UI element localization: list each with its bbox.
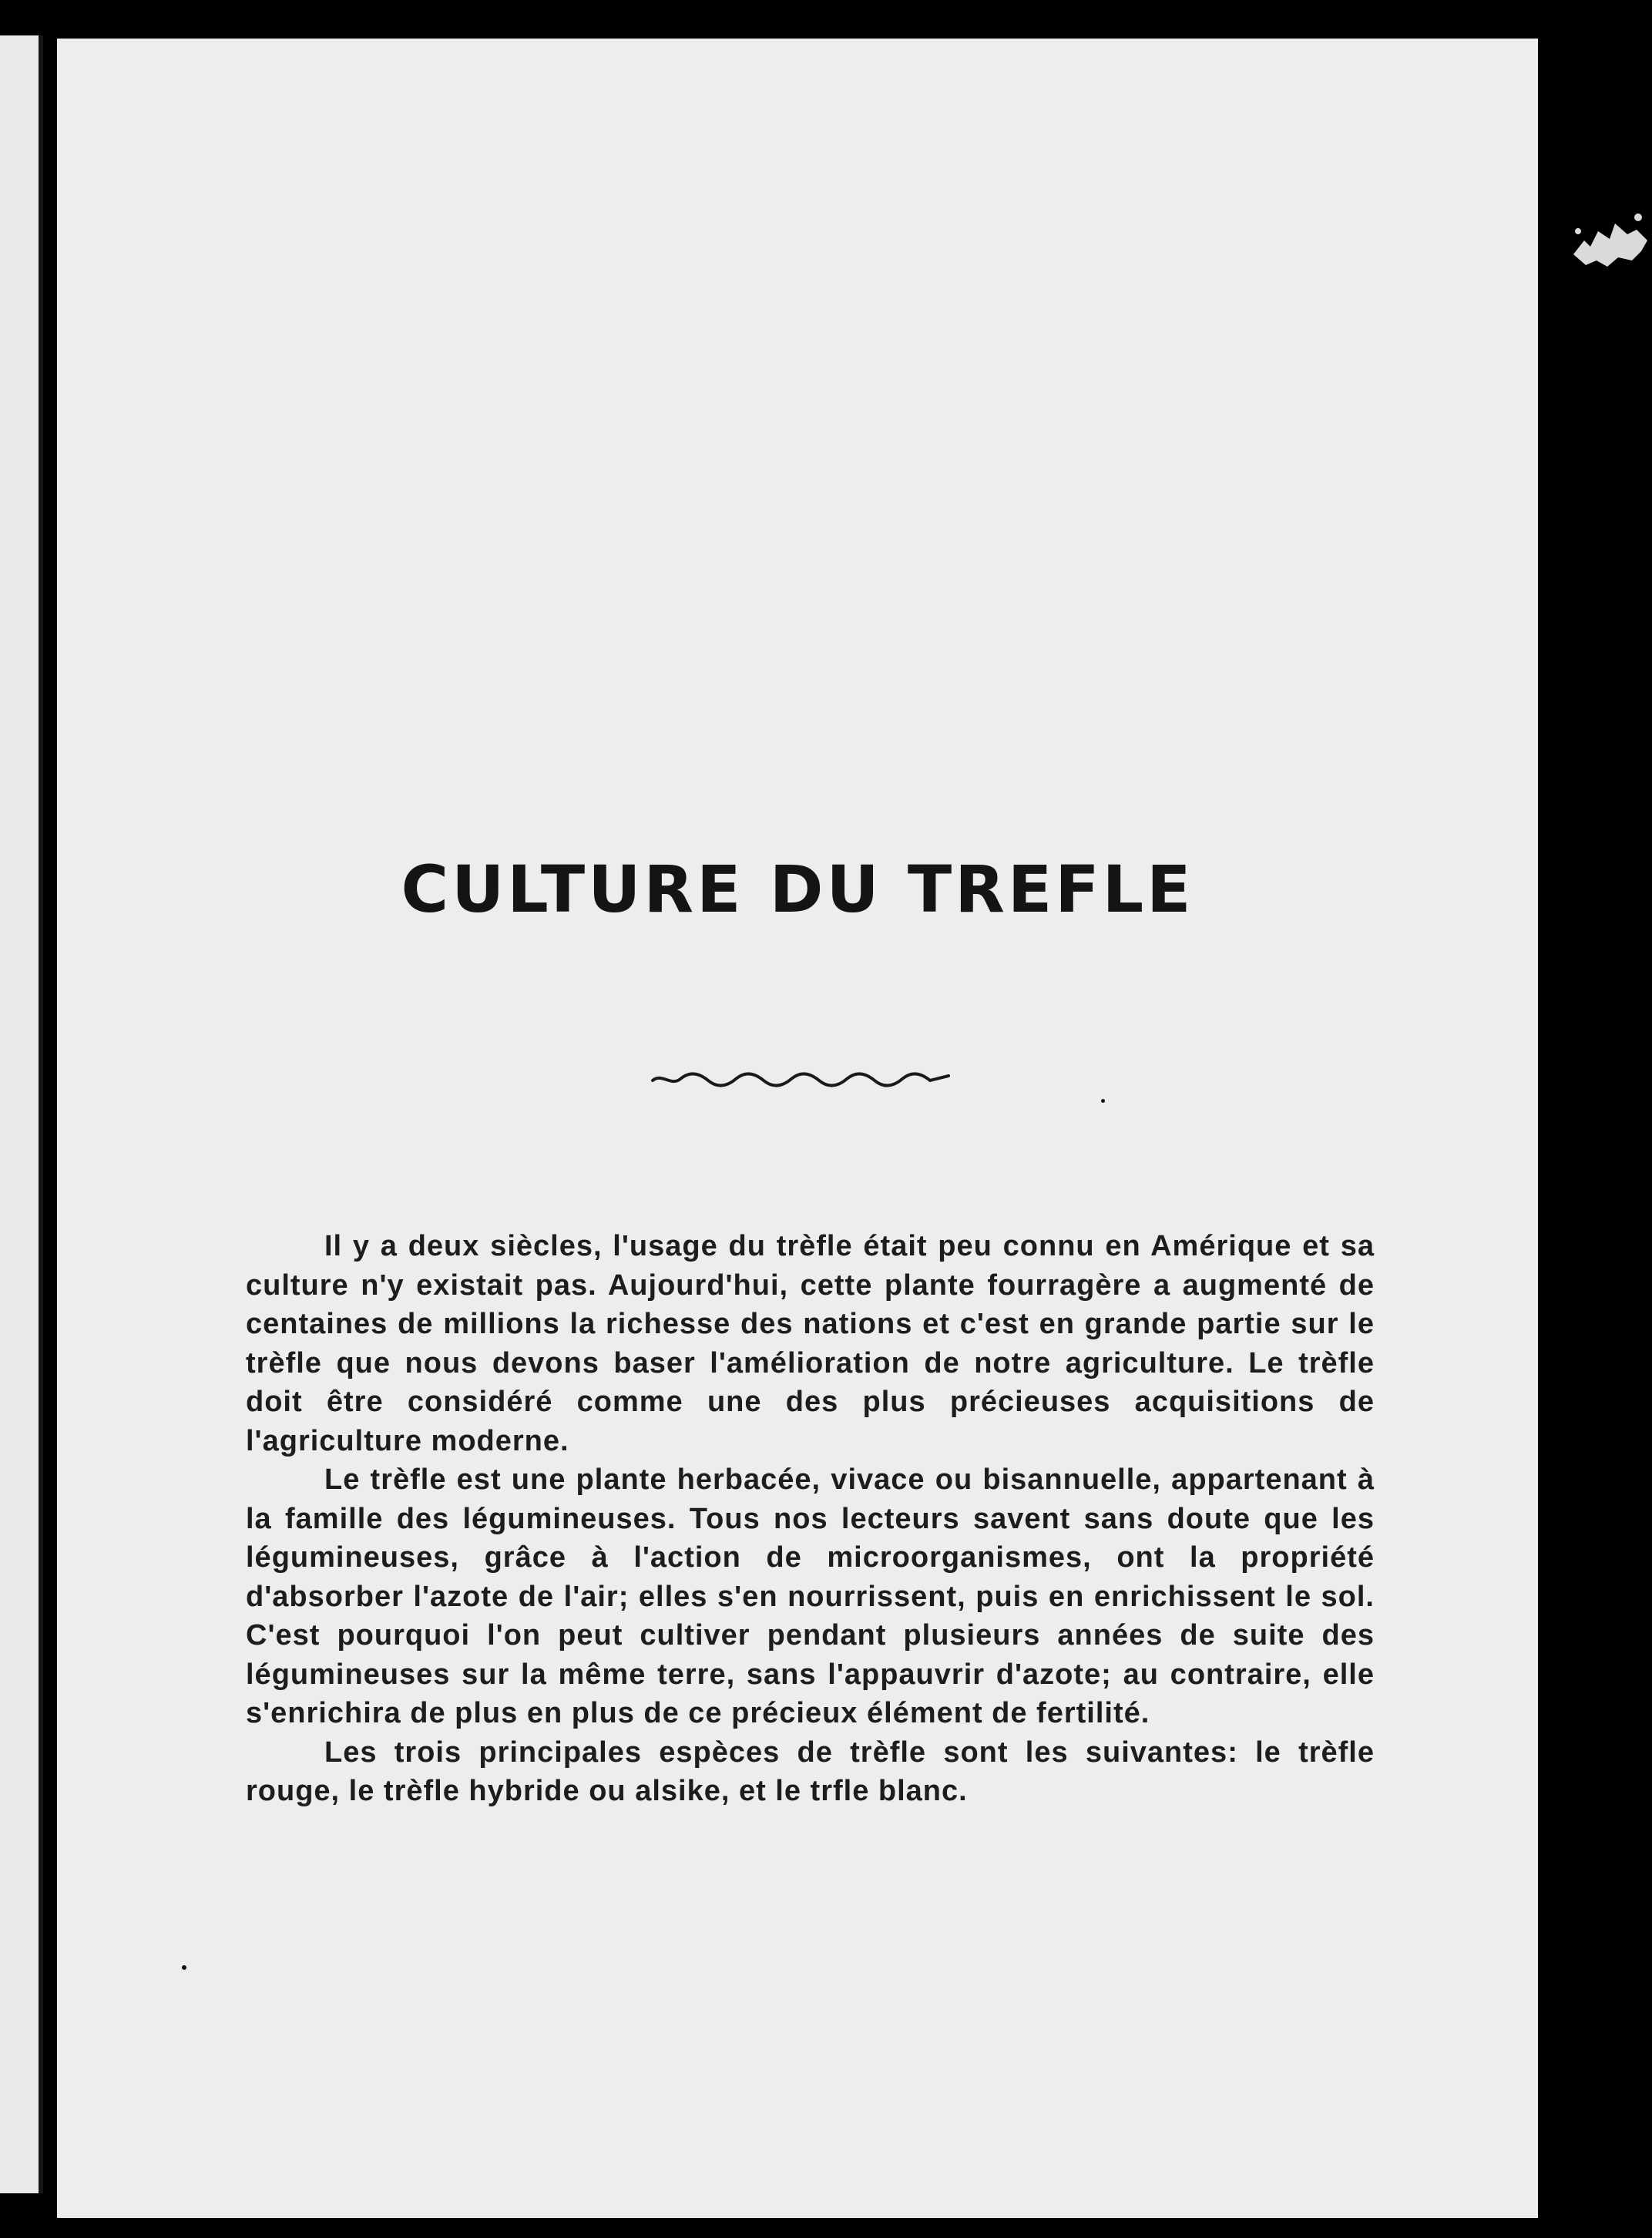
previous-page-edge [0,35,43,2193]
edge-stain [1567,200,1652,285]
body-text [246,1227,1375,1811]
document-page [57,39,1538,2218]
page-title: CULTURE DU TREFLE [401,852,1194,927]
paper-speck [1101,1099,1105,1103]
wavy-divider-ornament [646,1064,955,1094]
paragraph-2: Le trèfle est une plante herbacée, vivace ou bisannuelle, appartenant à la famille des légumineuses. Tous nos lecteurs savent sans doute que les légumineuses, grâce à l'action de microorganismes, ont la propriété d'absorber l'azote de l'air; elles s'en nourrissent, puis en enrichissent le sol. C'est pourquoi l'on peut cultiver pendant plusieurs années de suite des légumineuses sur la même terre, sans l'appauvrir d'azote; au contraire, elle s'enrichira de plus en plus de ce précieux élément de fertilité. [246,1463,1375,1729]
paragraph-1: Il y a deux siècles, l'usage du trèfle était peu connu en Amérique et sa culture n'y existait pas. Aujourd'hui, cette plante fourragère a augmenté de centaines de millions la richesse des nations et c'est en grande partie sur le trèfle que nous devons baser l'amélioration de notre agriculture. Le trèfle doit être considéré comme une des plus précieuses acquisitions de l'agriculture moderne. [246,1230,1375,1457]
paragraph-3: Les trois principales espèces de trèfle sont les suivantes: le trèfle rouge, le trèfle hybride ou alsike, et le trfle blanc. [246,1736,1375,1807]
paper-speck [182,1965,186,1970]
